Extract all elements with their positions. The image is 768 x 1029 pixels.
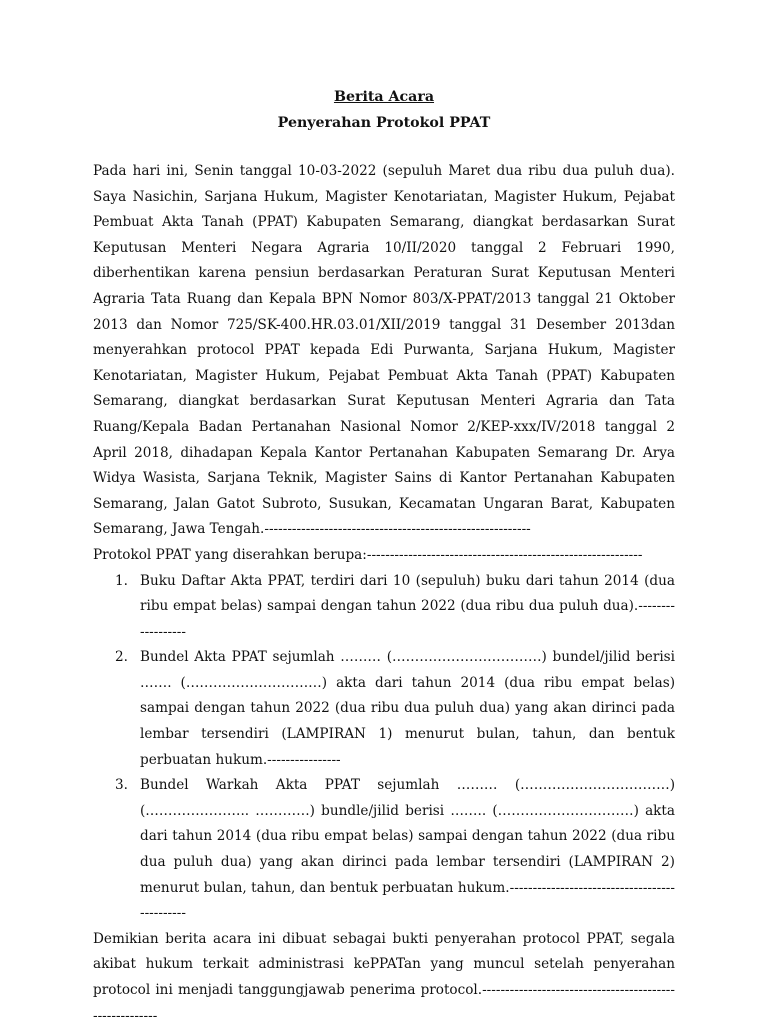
opening-paragraph: Pada hari ini, Senin tanggal 10-03-2022 (sepuluh Maret dua ribu dua puluh dua). Saya Nasichin, Sarjana Hukum, Magister Kenotariatan, Magister Hukum, Pejabat Pembuat Akta Tanah (PPAT) Kabupaten Semarang, diangkat berdasarkan Surat Keputusan Menteri Negara Agraria 10/II/2020 tanggal 2 Februari 1990, diberhentikan karena pensiun berdasarkan Peraturan Surat Keputusan Menteri Agraria Tata Ruang dan Kepala BPN Nomor 803/X-PPAT/2013 tanggal 21 Oktober 2013 dan Nomor 725/SK-400.HR.03.01/XII/2019 tanggal 31 Desember 2013dan menyerahkan protocol PPAT kepada Edi Purwanta, Sarjana Hukum, Magister Kenotariatan, Magister Hukum, Pejabat Pembuat Akta Tanah (PPAT) Kabupaten Semarang, diangkat berdasarkan Surat Keputusan Menteri Agraria dan Tata Ruang/Kepala Badan Pertanahan Nasional Nomor 2/KEP-xxx/IV/2018 tanggal 2 April 2018, dihadapan Kepala Kantor Pertanahan Kabupaten Semarang Dr. Arya Widya Wasista, Sarjana Teknik, Magister Sains di Kantor Pertanahan Kabupaten Semarang, Jalan Gatot Subroto, Susukan, Kecamatan Ungaran Barat, Kabupaten Semarang, Jawa Tengah.---------------------------------------------------------- xyxy=(93,163,675,538)
list-item-number: 2. xyxy=(115,649,128,666)
protocol-items-list xyxy=(93,569,675,927)
list-item xyxy=(93,569,675,646)
list-item-text: Bundel Akta PPAT sejumlah ……… (……………………………) bundel/jilid berisi ……. (…………………………) akta dari tahun 2014 (dua ribu empat belas) sampai dengan tahun 2022 (dua ribu dua puluh dua) yang akan dirinci pada lembar tersendiri (LAMPIRAN 1) menurut bulan, tahun, dan bentuk perbuatan hukum.---------------- xyxy=(140,649,675,768)
list-item-number: 3. xyxy=(115,777,128,794)
list-item xyxy=(93,645,675,773)
closing-paragraph: Demikian berita acara ini dibuat sebagai bukti penyerahan protocol PPAT, segala akibat hukum terkait administrasi kePPATan yang muncul setelah penyerahan protocol ini menjadi tanggungjawab penerima protocol.-------------------------------------------------------- xyxy=(93,930,675,1024)
list-item-text: Bundel Warkah Akta PPAT sejumlah ……… (……………………………) (………………….. …………) bundle/jilid berisi …….. (…………………………) akta dari tahun 2014 (dua ribu empat belas) sampai dengan tahun 2022 (dua ribu dua puluh dua) yang akan dirinci pada lembar tersendiri (LAMPIRAN 2) menurut bulan, tahun, dan bentuk perbuatan hukum.---------------------------------------------- xyxy=(140,777,675,922)
list-item xyxy=(93,773,675,927)
document-subtitle: Penyerahan Protokol PPAT xyxy=(277,115,491,131)
list-item-text: Buku Daftar Akta PPAT, terdiri dari 10 (sepuluh) buku dari tahun 2014 (dua ribu empat belas) sampai dengan tahun 2022 (dua ribu dua puluh dua).------------------ xyxy=(140,572,675,640)
list-intro: Protokol PPAT yang diserahkan berupa:------------------------------------------------------------ xyxy=(93,546,643,563)
list-item-number: 1. xyxy=(115,572,128,589)
document-title: Berita Acara xyxy=(333,89,435,105)
document-page xyxy=(93,86,675,1029)
